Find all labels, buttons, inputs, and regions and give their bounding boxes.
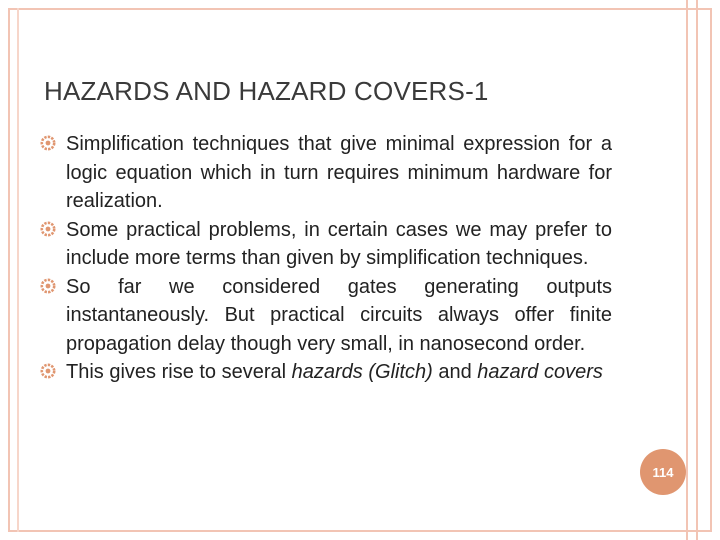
bullet-text-1: Simplification techniques that give minimal expression for a logic equation which in turn requires minimum hardware for realization. (66, 133, 612, 212)
bullet-item-1 (40, 130, 612, 216)
gear-bullet-icon (40, 135, 56, 151)
frame-left-line (17, 8, 19, 532)
gear-bullet-icon (40, 278, 56, 294)
bullet-item-2 (40, 216, 612, 273)
bullet-text-4-middle: and (432, 361, 478, 383)
bullet-text-4-prefix: This gives rise to several (66, 361, 292, 383)
page-number-badge: 114 (640, 449, 686, 495)
bullet-list (40, 130, 612, 387)
frame-right-line-outer (696, 0, 698, 540)
bullet-text-4-covers: hazard covers (477, 361, 603, 383)
slide-title: HAZARDS AND HAZARD COVERS-1 (44, 76, 489, 106)
gear-bullet-icon (40, 363, 56, 379)
bullet-item-3 (40, 273, 612, 359)
bullet-item-4 (40, 358, 612, 387)
gear-bullet-icon (40, 221, 56, 237)
bullet-text-4-hazards: hazards (Glitch) (291, 361, 433, 383)
bullet-text-3: So far we considered gates generating outputs instantaneously. But practical circuits always offer finite propagation delay though very small, in nanosecond order. (66, 275, 612, 355)
frame-right-line-inner (686, 0, 688, 540)
bullet-text-2: Some practical problems, in certain cases we may prefer to include more terms than given by simplification techniques. (66, 218, 612, 269)
